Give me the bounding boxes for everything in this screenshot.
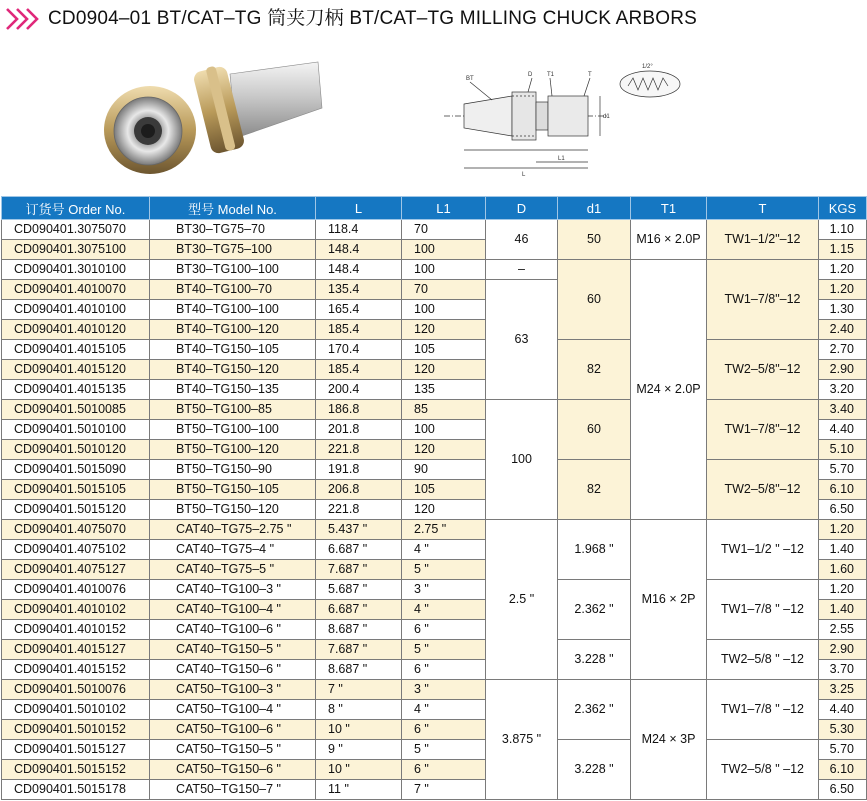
l1-cell: 6 " bbox=[402, 760, 486, 780]
col-header-l1: L1 bbox=[402, 197, 486, 220]
t-group-cell: TW1–7/8"–12 bbox=[707, 260, 819, 340]
kgs-cell: 3.20 bbox=[819, 380, 867, 400]
l1-cell: 105 bbox=[402, 340, 486, 360]
model-no-cell: BT40–TG150–120 bbox=[150, 360, 316, 380]
col-header-order-no: 订货号 Order No. bbox=[2, 197, 150, 220]
kgs-cell: 3.70 bbox=[819, 660, 867, 680]
model-no-cell: BT40–TG100–120 bbox=[150, 320, 316, 340]
l1-cell: 70 bbox=[402, 220, 486, 240]
drawing-label-d: D bbox=[528, 72, 533, 78]
page-title: CD0904–01 BT/CAT–TG 筒夹刀柄 BT/CAT–TG MILLING CHUCK ARBORS bbox=[48, 8, 698, 29]
kgs-cell: 5.70 bbox=[819, 460, 867, 480]
d1-group-cell: 2.362 " bbox=[558, 680, 631, 740]
l1-cell: 120 bbox=[402, 360, 486, 380]
kgs-cell: 1.20 bbox=[819, 260, 867, 280]
t-group-cell: TW1–7/8"–12 bbox=[707, 400, 819, 460]
d1-group-cell: 82 bbox=[558, 340, 631, 400]
order-no-cell: CD090401.4015120 bbox=[2, 360, 150, 380]
l-cell: 221.8 bbox=[316, 440, 402, 460]
order-no-cell: CD090401.4075102 bbox=[2, 540, 150, 560]
model-no-cell: BT40–TG150–105 bbox=[150, 340, 316, 360]
d1-group-cell: 1.968 " bbox=[558, 520, 631, 580]
model-no-cell: CAT40–TG100–6 " bbox=[150, 620, 316, 640]
l-cell: 11 " bbox=[316, 780, 402, 800]
kgs-cell: 6.50 bbox=[819, 780, 867, 800]
t1-group-cell: M24 × 2.0P bbox=[631, 260, 707, 520]
l1-cell: 100 bbox=[402, 260, 486, 280]
l-cell: 135.4 bbox=[316, 280, 402, 300]
table-row bbox=[2, 400, 867, 420]
t-group-cell: TW2–5/8"–12 bbox=[707, 340, 819, 400]
l1-cell: 85 bbox=[402, 400, 486, 420]
model-no-cell: CAT50–TG150–6 " bbox=[150, 760, 316, 780]
l-cell: 8.687 " bbox=[316, 660, 402, 680]
model-no-cell: BT50–TG100–100 bbox=[150, 420, 316, 440]
l1-cell: 120 bbox=[402, 500, 486, 520]
order-no-cell: CD090401.5010100 bbox=[2, 420, 150, 440]
l1-cell: 105 bbox=[402, 480, 486, 500]
l1-cell: 100 bbox=[402, 240, 486, 260]
kgs-cell: 4.40 bbox=[819, 420, 867, 440]
model-no-cell: CAT40–TG75–5 " bbox=[150, 560, 316, 580]
kgs-cell: 4.40 bbox=[819, 700, 867, 720]
col-header-kgs: KGS bbox=[819, 197, 867, 220]
l-cell: 221.8 bbox=[316, 500, 402, 520]
l1-cell: 3 " bbox=[402, 680, 486, 700]
l-cell: 148.4 bbox=[316, 240, 402, 260]
kgs-cell: 2.90 bbox=[819, 640, 867, 660]
d1-group-cell: 3.228 " bbox=[558, 640, 631, 680]
table-row bbox=[2, 740, 867, 760]
table-row bbox=[2, 220, 867, 240]
l-cell: 170.4 bbox=[316, 340, 402, 360]
order-no-cell: CD090401.4010152 bbox=[2, 620, 150, 640]
d-group-cell: 63 bbox=[486, 280, 558, 400]
l1-cell: 6 " bbox=[402, 620, 486, 640]
kgs-cell: 1.30 bbox=[819, 300, 867, 320]
order-no-cell: CD090401.4010120 bbox=[2, 320, 150, 340]
model-no-cell: CAT50–TG150–7 " bbox=[150, 780, 316, 800]
d1-group-cell: 2.362 " bbox=[558, 580, 631, 640]
t-group-cell: TW2–5/8"–12 bbox=[707, 460, 819, 520]
l-cell: 148.4 bbox=[316, 260, 402, 280]
l1-cell: 3 " bbox=[402, 580, 486, 600]
d1-group-cell: 50 bbox=[558, 220, 631, 260]
l-cell: 201.8 bbox=[316, 420, 402, 440]
order-no-cell: CD090401.5010076 bbox=[2, 680, 150, 700]
kgs-cell: 3.40 bbox=[819, 400, 867, 420]
l1-cell: 4 " bbox=[402, 700, 486, 720]
model-no-cell: CAT40–TG75–4 " bbox=[150, 540, 316, 560]
model-no-cell: BT30–TG100–100 bbox=[150, 260, 316, 280]
order-no-cell: CD090401.5015178 bbox=[2, 780, 150, 800]
d-group-cell: – bbox=[486, 260, 558, 280]
model-no-cell: CAT40–TG100–3 " bbox=[150, 580, 316, 600]
model-no-cell: BT30–TG75–70 bbox=[150, 220, 316, 240]
kgs-cell: 5.30 bbox=[819, 720, 867, 740]
l-cell: 5.437 " bbox=[316, 520, 402, 540]
model-no-cell: BT40–TG150–135 bbox=[150, 380, 316, 400]
order-no-cell: CD090401.4010076 bbox=[2, 580, 150, 600]
order-no-cell: CD090401.5010120 bbox=[2, 440, 150, 460]
l-cell: 10 " bbox=[316, 720, 402, 740]
kgs-cell: 6.50 bbox=[819, 500, 867, 520]
order-no-cell: CD090401.4010070 bbox=[2, 280, 150, 300]
t1-group-cell: M24 × 3P bbox=[631, 680, 707, 800]
model-no-cell: CAT40–TG150–6 " bbox=[150, 660, 316, 680]
kgs-cell: 2.40 bbox=[819, 320, 867, 340]
kgs-cell: 2.55 bbox=[819, 620, 867, 640]
l-cell: 7 " bbox=[316, 680, 402, 700]
order-no-cell: CD090401.4075127 bbox=[2, 560, 150, 580]
d-group-cell: 3.875 " bbox=[486, 680, 558, 800]
t1-group-cell: M16 × 2P bbox=[631, 520, 707, 680]
model-no-cell: BT40–TG100–70 bbox=[150, 280, 316, 300]
drawing-label-bt: BT bbox=[466, 76, 474, 82]
l1-cell: 100 bbox=[402, 300, 486, 320]
l1-cell: 100 bbox=[402, 420, 486, 440]
l-cell: 8 " bbox=[316, 700, 402, 720]
table-row bbox=[2, 580, 867, 600]
order-no-cell: CD090401.4075070 bbox=[2, 520, 150, 540]
col-header-l: L bbox=[316, 197, 402, 220]
l-cell: 10 " bbox=[316, 760, 402, 780]
order-no-cell: CD090401.3075100 bbox=[2, 240, 150, 260]
t1-group-cell: M16 × 2.0P bbox=[631, 220, 707, 260]
kgs-cell: 1.20 bbox=[819, 580, 867, 600]
t-group-cell: TW2–5/8 " –12 bbox=[707, 640, 819, 680]
table-row bbox=[2, 640, 867, 660]
t-group-cell: TW1–1/2 " –12 bbox=[707, 520, 819, 580]
table-row bbox=[2, 680, 867, 700]
l-cell: 9 " bbox=[316, 740, 402, 760]
page-header bbox=[0, 0, 867, 38]
order-no-cell: CD090401.3010100 bbox=[2, 260, 150, 280]
l-cell: 206.8 bbox=[316, 480, 402, 500]
order-no-cell: CD090401.5015090 bbox=[2, 460, 150, 480]
order-no-cell: CD090401.5015120 bbox=[2, 500, 150, 520]
l-cell: 6.687 " bbox=[316, 600, 402, 620]
kgs-cell: 1.40 bbox=[819, 540, 867, 560]
kgs-cell: 1.15 bbox=[819, 240, 867, 260]
t-group-cell: TW1–1/2"–12 bbox=[707, 220, 819, 260]
table-row bbox=[2, 340, 867, 360]
l1-cell: 4 " bbox=[402, 540, 486, 560]
l-cell: 186.8 bbox=[316, 400, 402, 420]
d1-group-cell: 60 bbox=[558, 260, 631, 340]
l-cell: 165.4 bbox=[316, 300, 402, 320]
kgs-cell: 1.40 bbox=[819, 600, 867, 620]
l1-cell: 5 " bbox=[402, 740, 486, 760]
d-group-cell: 46 bbox=[486, 220, 558, 260]
l1-cell: 6 " bbox=[402, 660, 486, 680]
order-no-cell: CD090401.4015152 bbox=[2, 660, 150, 680]
kgs-cell: 6.10 bbox=[819, 480, 867, 500]
order-no-cell: CD090401.4015127 bbox=[2, 640, 150, 660]
t-group-cell: TW1–7/8 " –12 bbox=[707, 680, 819, 740]
model-no-cell: CAT40–TG100–4 " bbox=[150, 600, 316, 620]
technical-drawing bbox=[440, 52, 690, 186]
l-cell: 7.687 " bbox=[316, 560, 402, 580]
l-cell: 118.4 bbox=[316, 220, 402, 240]
order-no-cell: CD090401.4010102 bbox=[2, 600, 150, 620]
model-no-cell: BT50–TG100–85 bbox=[150, 400, 316, 420]
d1-group-cell: 60 bbox=[558, 400, 631, 460]
t-group-cell: TW2–5/8 " –12 bbox=[707, 740, 819, 800]
d1-group-cell: 3.228 " bbox=[558, 740, 631, 800]
order-no-cell: CD090401.4015135 bbox=[2, 380, 150, 400]
l1-cell: 90 bbox=[402, 460, 486, 480]
l1-cell: 6 " bbox=[402, 720, 486, 740]
order-no-cell: CD090401.3075070 bbox=[2, 220, 150, 240]
l-cell: 185.4 bbox=[316, 320, 402, 340]
l1-cell: 70 bbox=[402, 280, 486, 300]
kgs-cell: 2.90 bbox=[819, 360, 867, 380]
kgs-cell: 3.25 bbox=[819, 680, 867, 700]
order-no-cell: CD090401.5015152 bbox=[2, 760, 150, 780]
model-no-cell: BT50–TG150–90 bbox=[150, 460, 316, 480]
drawing-label-t: T bbox=[588, 72, 592, 78]
model-no-cell: BT50–TG150–120 bbox=[150, 500, 316, 520]
l-cell: 6.687 " bbox=[316, 540, 402, 560]
model-no-cell: BT50–TG100–120 bbox=[150, 440, 316, 460]
kgs-cell: 1.20 bbox=[819, 280, 867, 300]
l1-cell: 7 " bbox=[402, 780, 486, 800]
col-header-model-no: 型号 Model No. bbox=[150, 197, 316, 220]
model-no-cell: CAT50–TG150–5 " bbox=[150, 740, 316, 760]
d1-group-cell: 82 bbox=[558, 460, 631, 520]
order-no-cell: CD090401.4010100 bbox=[2, 300, 150, 320]
table-row bbox=[2, 520, 867, 540]
table-row bbox=[2, 260, 867, 280]
model-no-cell: BT30–TG75–100 bbox=[150, 240, 316, 260]
drawing-label-angle: 1/2° bbox=[642, 64, 653, 70]
col-header-d1: d1 bbox=[558, 197, 631, 220]
order-no-cell: CD090401.5010102 bbox=[2, 700, 150, 720]
model-no-cell: BT50–TG150–105 bbox=[150, 480, 316, 500]
model-no-cell: CAT40–TG75–2.75 " bbox=[150, 520, 316, 540]
l-cell: 191.8 bbox=[316, 460, 402, 480]
kgs-cell: 5.10 bbox=[819, 440, 867, 460]
d-group-cell: 100 bbox=[486, 400, 558, 520]
col-header-d: D bbox=[486, 197, 558, 220]
model-no-cell: BT40–TG100–100 bbox=[150, 300, 316, 320]
col-header-t1: T1 bbox=[631, 197, 707, 220]
order-no-cell: CD090401.5015127 bbox=[2, 740, 150, 760]
order-no-cell: CD090401.4015105 bbox=[2, 340, 150, 360]
col-header-t: T bbox=[707, 197, 819, 220]
kgs-cell: 1.60 bbox=[819, 560, 867, 580]
l-cell: 185.4 bbox=[316, 360, 402, 380]
spec-table bbox=[1, 196, 867, 800]
drawing-label-t1: T1 bbox=[547, 72, 555, 78]
l1-cell: 2.75 " bbox=[402, 520, 486, 540]
kgs-cell: 2.70 bbox=[819, 340, 867, 360]
l1-cell: 120 bbox=[402, 440, 486, 460]
l1-cell: 120 bbox=[402, 320, 486, 340]
l1-cell: 5 " bbox=[402, 560, 486, 580]
kgs-cell: 1.10 bbox=[819, 220, 867, 240]
drawing-label-l1: L1 bbox=[558, 156, 565, 162]
l1-cell: 4 " bbox=[402, 600, 486, 620]
order-no-cell: CD090401.5015105 bbox=[2, 480, 150, 500]
model-no-cell: CAT50–TG100–6 " bbox=[150, 720, 316, 740]
drawing-label-d1: d1 bbox=[603, 114, 610, 120]
t-group-cell: TW1–7/8 " –12 bbox=[707, 580, 819, 640]
l-cell: 8.687 " bbox=[316, 620, 402, 640]
drawing-label-l: L bbox=[522, 172, 526, 178]
kgs-cell: 5.70 bbox=[819, 740, 867, 760]
l1-cell: 135 bbox=[402, 380, 486, 400]
table-row bbox=[2, 460, 867, 480]
l1-cell: 5 " bbox=[402, 640, 486, 660]
kgs-cell: 6.10 bbox=[819, 760, 867, 780]
model-no-cell: CAT40–TG150–5 " bbox=[150, 640, 316, 660]
order-no-cell: CD090401.5010085 bbox=[2, 400, 150, 420]
l-cell: 200.4 bbox=[316, 380, 402, 400]
kgs-cell: 1.20 bbox=[819, 520, 867, 540]
d-group-cell: 2.5 " bbox=[486, 520, 558, 680]
chevron-double-right-icon bbox=[4, 7, 44, 31]
table-header-row bbox=[2, 197, 867, 220]
milling-chuck-arbor-photo bbox=[92, 42, 332, 182]
order-no-cell: CD090401.5010152 bbox=[2, 720, 150, 740]
model-no-cell: CAT50–TG100–3 " bbox=[150, 680, 316, 700]
l-cell: 5.687 " bbox=[316, 580, 402, 600]
l-cell: 7.687 " bbox=[316, 640, 402, 660]
model-no-cell: CAT50–TG100–4 " bbox=[150, 700, 316, 720]
